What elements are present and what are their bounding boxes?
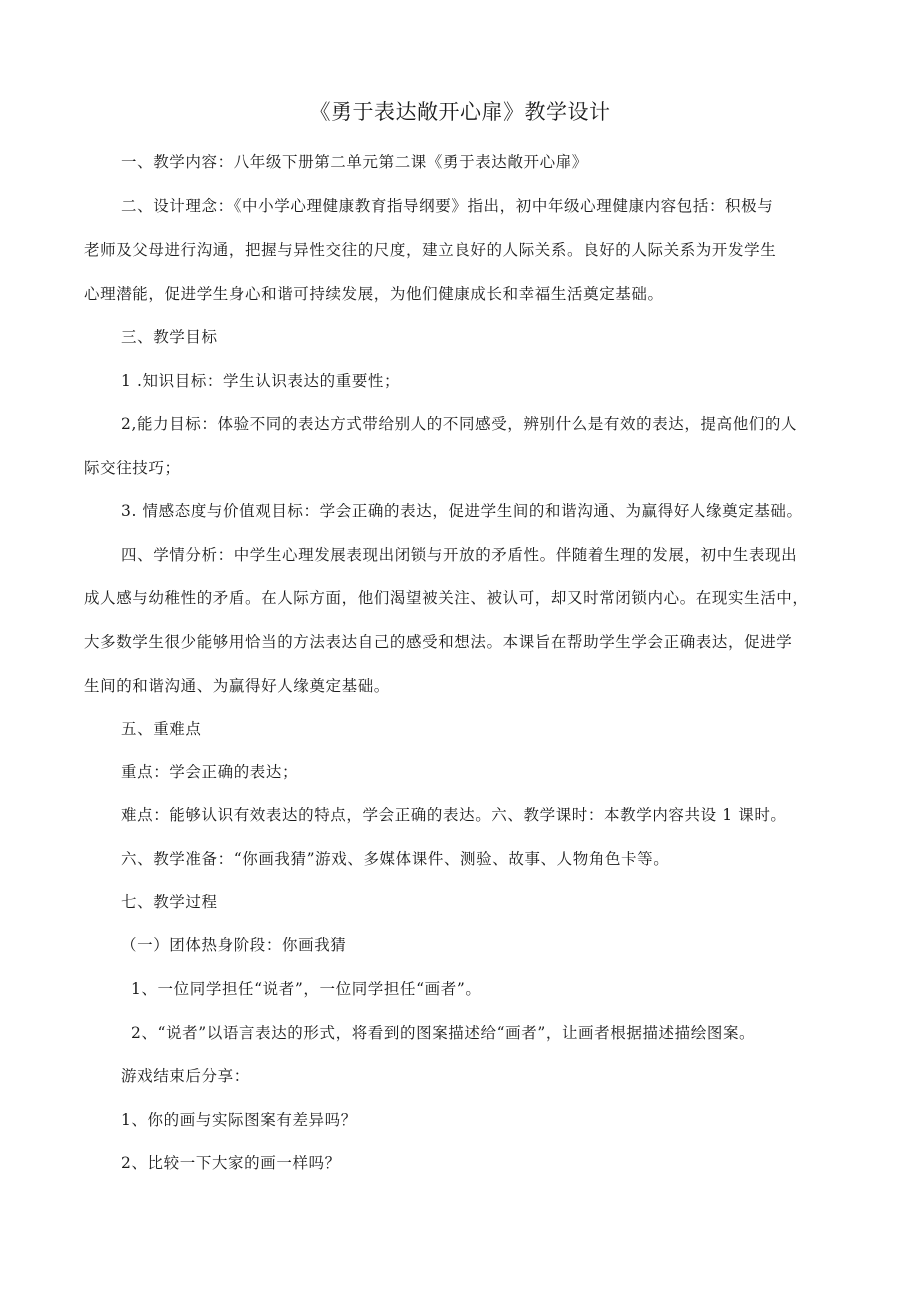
heading-key-points: 五、重难点 bbox=[121, 720, 202, 738]
heading-teaching-goals: 三、教学目标 bbox=[121, 328, 218, 346]
paragraph-design-concept-line-2: 老师及父母进行沟通，把握与异性交往的尺度，建立良好的人际关系。良好的人际关系为开发学生 bbox=[84, 241, 777, 259]
document-title: 《勇于表达敞开心扉》教学设计 bbox=[309, 100, 611, 124]
goal-emotion: 3. 情感态度与价值观目标：学会正确的表达，促进学生间的和谐沟通、为赢得好人缘奠定基础。 bbox=[121, 502, 803, 520]
paragraph-teaching-content: 一、教学内容：八年级下册第二单元第二课《勇于表达敞开心扉》 bbox=[121, 153, 588, 171]
warm-up-step-1: 1、一位同学担任“说者”，一位同学担任“画者”。 bbox=[131, 980, 482, 998]
subheading-warm-up: （一）团体热身阶段：你画我猜 bbox=[121, 936, 347, 954]
paragraph-analysis-line-2: 成人感与幼稚性的矛盾。在人际方面，他们渴望被关注、被认可，却又时常闭锁内心。在现实生活中， bbox=[84, 589, 809, 607]
paragraph-analysis-line-3: 大多数学生很少能够用恰当的方法表达自己的感受和想法。本课旨在帮助学生学会正确表达，促进学 bbox=[84, 633, 793, 651]
warm-up-step-2: 2、“说者”以语言表达的形式，将看到的图案描述给“画者”，让画者根据描述描绘图案。 bbox=[131, 1024, 756, 1042]
share-question-1: 1、你的画与实际图案有差异吗？ bbox=[121, 1111, 357, 1129]
paragraph-analysis-line-4: 生间的和谐沟通、为赢得好人缘奠定基础。 bbox=[84, 677, 390, 695]
share-question-2: 2、比较一下大家的画一样吗？ bbox=[121, 1154, 341, 1172]
heading-teaching-process: 七、教学过程 bbox=[121, 893, 218, 911]
paragraph-analysis-line-1: 四、学情分析：中学生心理发展表现出闭锁与开放的矛盾性。伴随着生理的发展，初中生表现出 bbox=[121, 546, 798, 564]
goal-ability-line-2: 际交往技巧； bbox=[84, 459, 181, 477]
goal-knowledge: 1 .知识目标：学生认识表达的重要性； bbox=[121, 372, 401, 390]
teaching-preparation: 六、教学准备：“你画我猜”游戏、多媒体课件、测验、故事、人物角色卡等。 bbox=[121, 850, 670, 868]
key-point: 重点：学会正确的表达； bbox=[121, 763, 299, 781]
paragraph-design-concept-line-1: 二、设计理念：《中小学心理健康教育指导纲要》指出，初中年级心理健康内容包括：积极与 bbox=[121, 197, 774, 215]
share-intro: 游戏结束后分享： bbox=[121, 1067, 250, 1085]
paragraph-design-concept-line-3: 心理潜能，促进学生身心和谐可持续发展，为他们健康成长和幸福生活奠定基础。 bbox=[84, 285, 664, 303]
goal-ability-line-1: 2,能力目标：体验不同的表达方式带给别人的不同感受，辨别什么是有效的表达，提高他们的人 bbox=[121, 415, 798, 433]
difficult-point: 难点：能够认识有效表达的特点，学会正确的表达。六、教学课时：本教学内容共设 1 课时。 bbox=[121, 806, 787, 824]
